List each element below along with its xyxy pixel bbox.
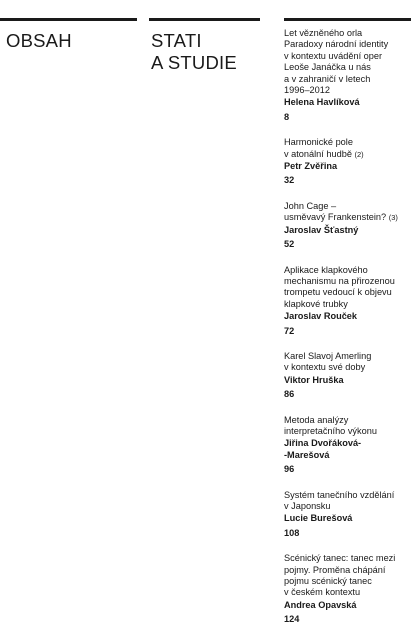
toc-entry[interactable] <box>284 415 414 476</box>
entry-title: Aplikace klapkového mechanismu na přirozenou trompetu vedoucí k objevu klapkové trubky <box>284 264 395 309</box>
toc-entry[interactable] <box>284 137 414 187</box>
entry-author: Jaroslav Šťastný <box>284 224 359 235</box>
entry-note: (3) <box>388 213 398 223</box>
contents-heading: OBSAH <box>6 30 72 51</box>
toc-entry[interactable] <box>284 351 414 401</box>
toc-entry[interactable] <box>284 490 414 540</box>
entry-title: Systém tanečního vzdělání v Japonsku <box>284 489 395 511</box>
entry-title: Harmonické pole v atonální hudbě (2) <box>284 137 364 159</box>
toc-entry[interactable] <box>284 28 414 123</box>
entry-page-number: 124 <box>284 614 300 625</box>
toc-entry[interactable] <box>284 553 414 625</box>
entry-title: Karel Slavoj Amerling v kontextu své doby <box>284 350 372 373</box>
top-rule-right <box>284 18 411 21</box>
top-rule-left <box>0 18 137 21</box>
entry-note: (2) <box>354 149 364 159</box>
entry-author: Jiřina Dvořáková- -Marešová <box>284 438 362 460</box>
entry-title: Let vězněného orla Paradoxy národní identity v kontextu uvádění oper Leoše Janáčka u nás a v zahraničí v letech 1996–2012 <box>284 28 389 96</box>
entry-author: Viktor Hruška <box>284 374 344 385</box>
entry-page-number: 32 <box>284 175 295 186</box>
entry-page-number: 52 <box>284 239 295 250</box>
top-rule-middle <box>149 18 260 21</box>
entry-page-number: 86 <box>284 389 295 400</box>
entry-author: Lucie Burešová <box>284 513 353 524</box>
table-of-contents <box>284 28 414 626</box>
entry-page-number: 108 <box>284 527 300 538</box>
entry-title: Scénický tanec: tanec mezi pojmy. Proměna chápání pojmu scénický tanec v českém kontextu <box>284 553 396 598</box>
entry-author: Jaroslav Rouček <box>284 311 358 322</box>
toc-entry[interactable] <box>284 201 414 251</box>
entry-page-number: 96 <box>284 464 295 475</box>
entry-title: Metoda analýzy interpretačního výkonu <box>284 414 377 436</box>
section-heading: STATI A STUDIE <box>151 30 237 73</box>
entry-page-number: 72 <box>284 325 295 336</box>
entry-author: Petr Zvěřina <box>284 161 338 172</box>
toc-entry[interactable] <box>284 265 414 337</box>
entry-page-number: 8 <box>284 111 290 122</box>
entry-title: John Cage – usměvavý Frankenstein? (3) <box>284 200 398 223</box>
entry-author: Helena Havlíková <box>284 97 360 108</box>
entry-author: Andrea Opavská <box>284 599 357 610</box>
